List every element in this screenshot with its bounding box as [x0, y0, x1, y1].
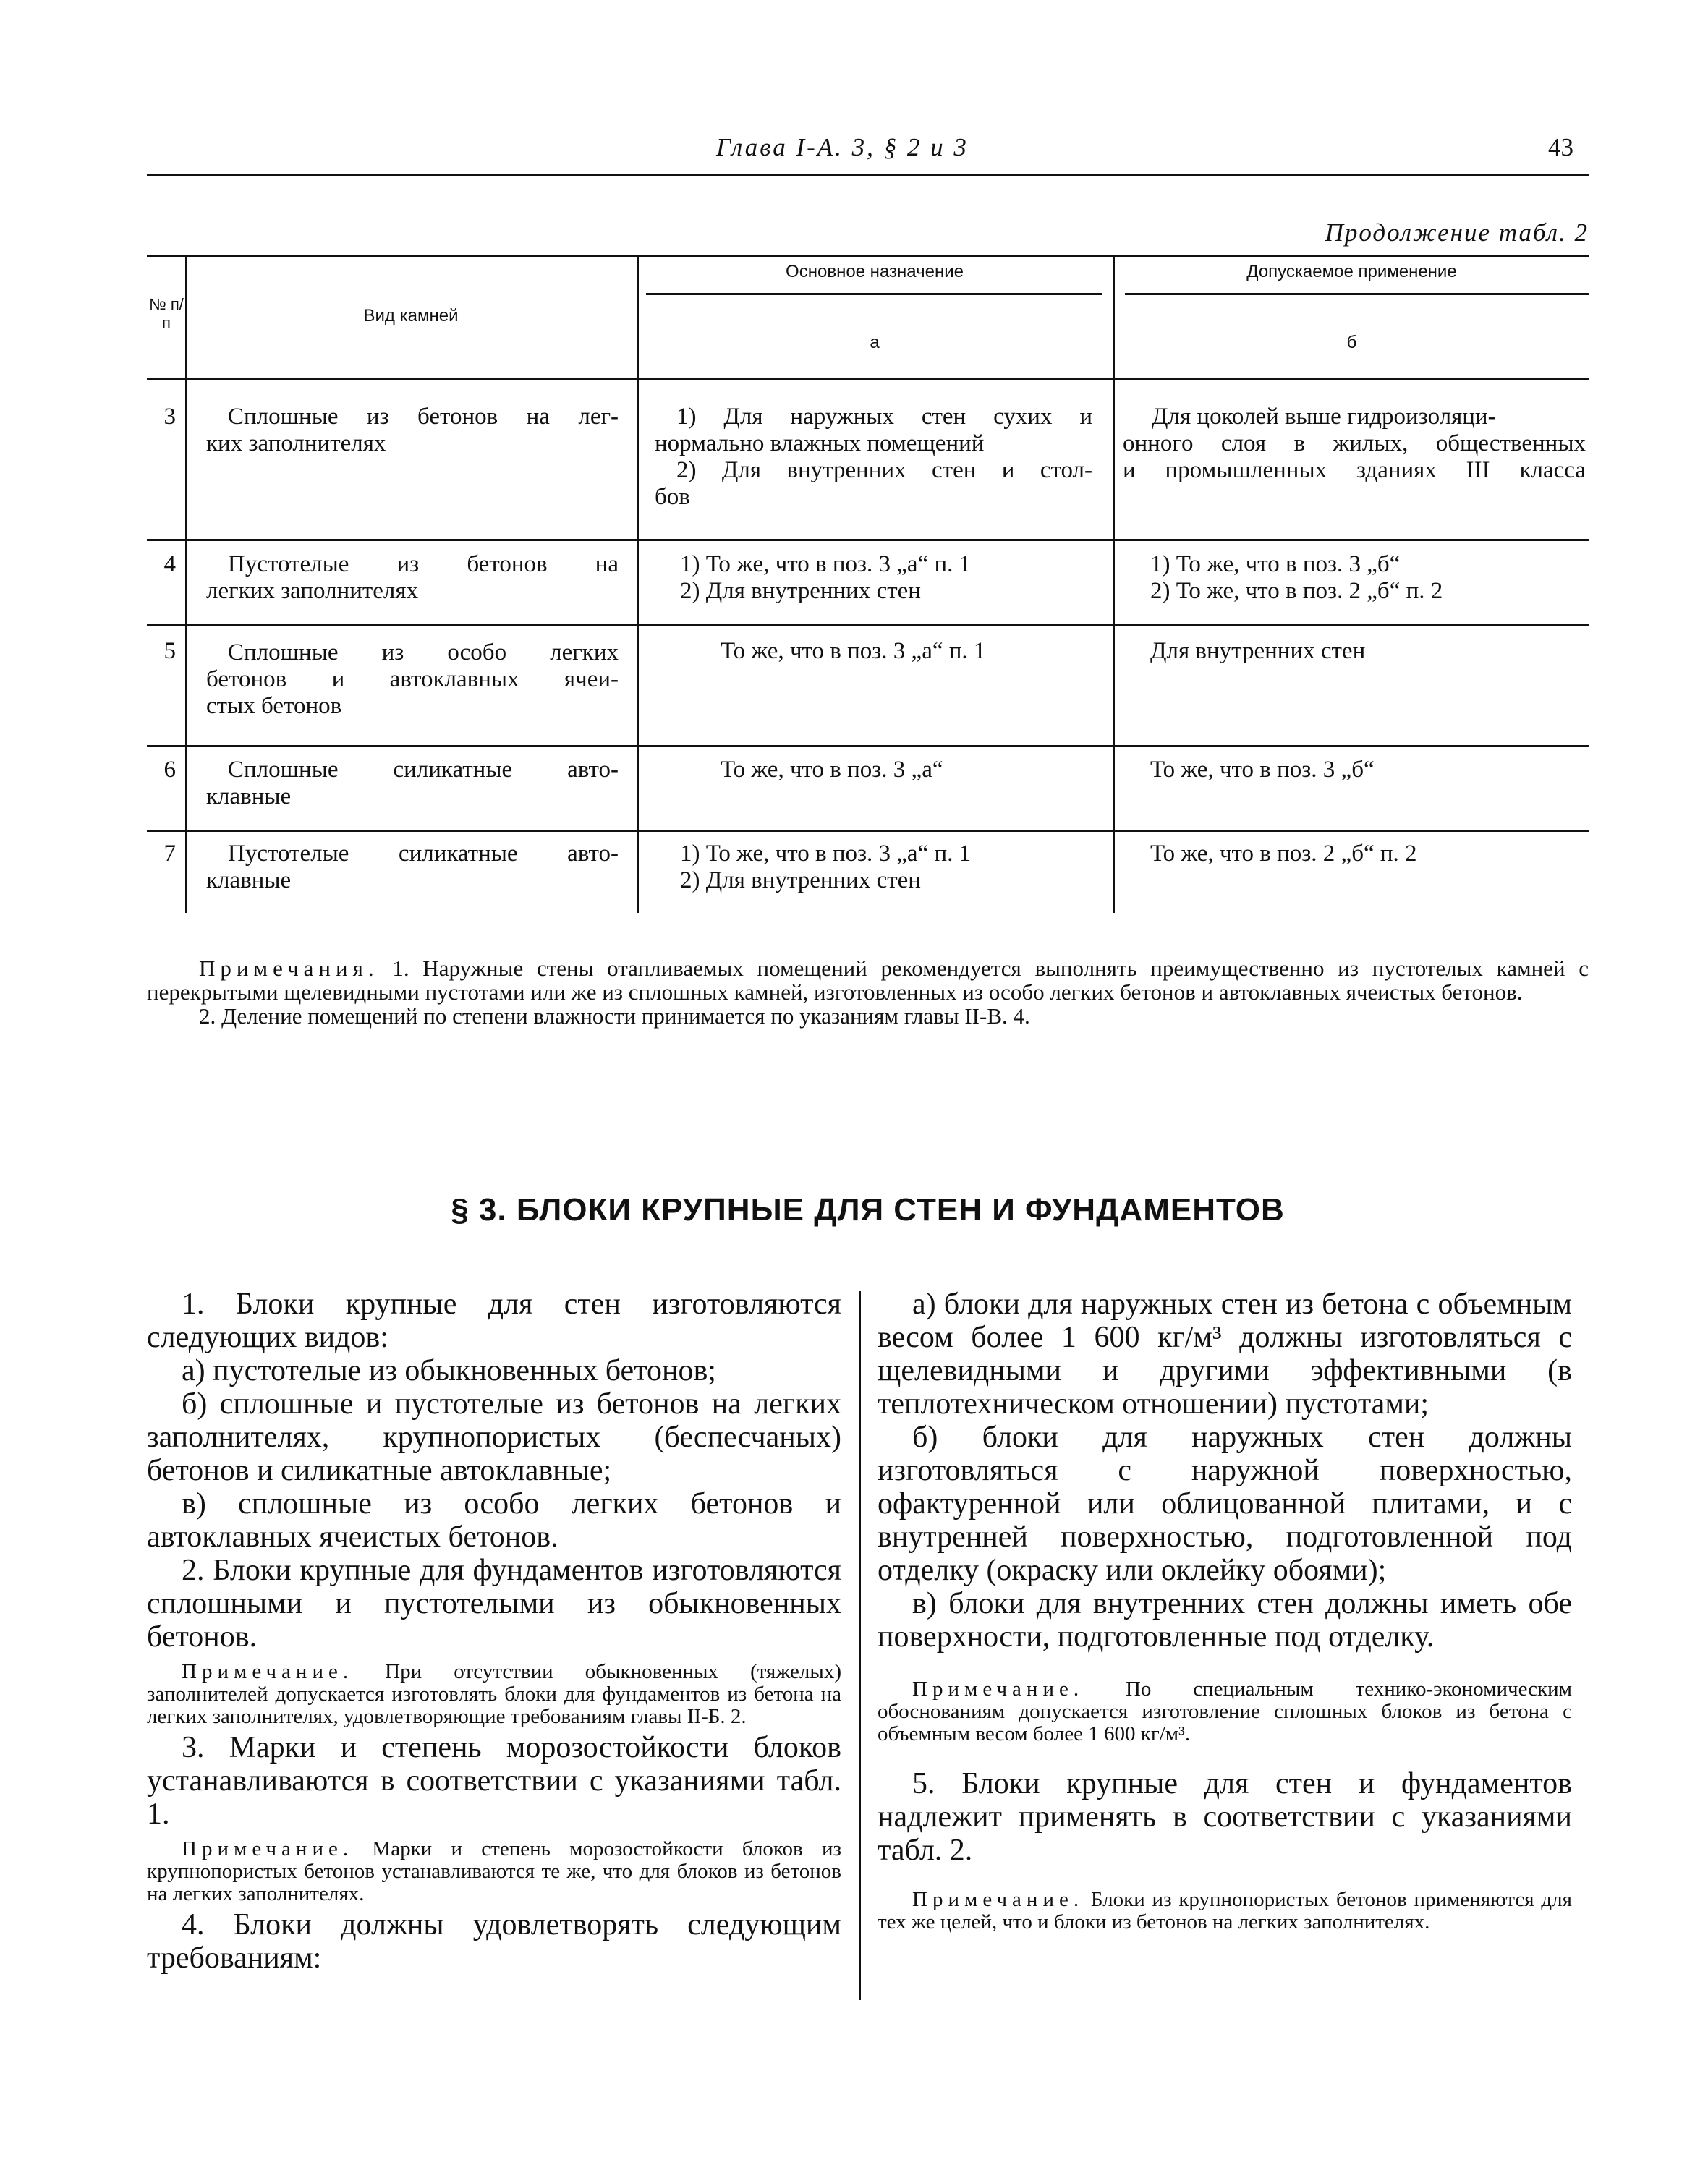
- left-column: [147, 1288, 841, 1975]
- table-notes: [147, 956, 1589, 1028]
- note: [878, 1889, 1572, 1934]
- table-subheader-rule-b: [1125, 293, 1589, 295]
- note-text: 1. Наружные стены отапливаемых помещений рекомендуется выполнять преимущественно из пустотелых камней с перекрытыми щелевидными пустотами или же из сплошных камней, изготовленных из особо легких бетонов и автоклавных ячеистых бетонов.: [147, 956, 1589, 1005]
- note-text: 2. Деление помещений по степени влажности принимается по указаниям главы II-В. 4.: [199, 1003, 1030, 1029]
- table-row-rule: [147, 830, 1589, 832]
- paragraph: б) блоки для наружных стен должны изготовляться с наружной поверхностью, офактуренной или облицованной плитами, и с внутренней поверхностью, подготовленной под отделку (окраску или оклейку обоями);: [878, 1421, 1572, 1587]
- section-title: § 3. БЛОКИ КРУПНЫЕ ДЛЯ СТЕН И ФУНДАМЕНТОВ: [451, 1192, 1285, 1228]
- cell-line: Сплошные из особо легких: [228, 639, 619, 665]
- cell-allowed-use: [1150, 551, 1584, 605]
- cell-line: клавные: [206, 783, 292, 809]
- cell-line: 2) То же, что в поз. 2 „б“ п. 2: [1150, 578, 1443, 604]
- note-label: Примечание.: [182, 1837, 354, 1860]
- cell-line: бетонов и автоклавных ячеи-: [206, 666, 619, 692]
- table-header-rule: [147, 378, 1589, 380]
- row-number: 5: [163, 638, 176, 664]
- paragraph: 2. Блоки крупные для фундаментов изготовляются сплошными и пустотелыми из обыкновенных бетонов.: [147, 1554, 841, 1654]
- cell-main-purpose: [721, 757, 1111, 783]
- cell-kind: [206, 841, 619, 894]
- note-label: Примечание.: [912, 1677, 1084, 1701]
- cell-kind: [206, 551, 619, 605]
- cell-line: 2) Для внутренних стен: [680, 578, 921, 604]
- note-text: Марки и степень морозостойкости блоков из крупнопористых бетонов устанавливаются те же, что для блоков из бетонов на легких заполнителях.: [147, 1837, 842, 1905]
- column-header-allowed-use: Допускаемое применение: [1246, 262, 1457, 281]
- row-number: 3: [163, 404, 176, 430]
- cell-allowed-use: [1150, 757, 1584, 783]
- note-text: По специальным технико-экономическим обоснованиям допускается изготовление сплошных блоков из бетона с объемным весом более 1 600 кг/м³.: [878, 1677, 1573, 1745]
- paragraph: б) сплошные и пустотелые из бетонов на легких заполнителях, крупнопористых (беспесчаных) бетонов и силикатные автоклавные;: [147, 1387, 841, 1487]
- cell-line: легких заполнителях: [206, 578, 419, 604]
- cell-line: 1) То же, что в поз. 3 „б“: [1150, 551, 1401, 577]
- table-continuation-label: Продолжение табл. 2: [1325, 218, 1589, 247]
- column-header-main-sub: а: [870, 333, 880, 352]
- paragraph: 1. Блоки крупные для стен изготовляются следующих видов:: [147, 1288, 841, 1354]
- cell-line: 1) То же, что в поз. 3 „а“ п. 1: [680, 551, 972, 577]
- row-number: 7: [163, 841, 176, 867]
- paragraph: в) блоки для внутренних стен должны иметь обе поверхности, подготовленные под отделку.: [878, 1587, 1572, 1654]
- header-rule: [147, 174, 1589, 176]
- column-header-num: № п/п: [149, 295, 184, 332]
- cell-main-purpose: [680, 551, 1092, 605]
- cell-line: То же, что в поз. 3 „б“: [1150, 757, 1375, 783]
- note: [147, 1661, 841, 1728]
- cell-allowed-use: [1123, 404, 1586, 484]
- row-number: 6: [163, 757, 176, 783]
- table-row-rule: [147, 539, 1589, 541]
- running-header-title: Глава I-А. 3, § 2 и 3: [716, 133, 969, 161]
- cell-main-purpose: [655, 404, 1092, 511]
- table-col-rule: [637, 255, 639, 913]
- cell-line: ких заполнителях: [206, 430, 386, 456]
- cell-line: Пустотелые силикатные авто-: [228, 841, 619, 867]
- paragraph: 5. Блоки крупные для стен и фундаментов надлежит применять в соответствии с указаниями табл. 2.: [878, 1767, 1572, 1867]
- paragraph: 3. Марки и степень морозостойкости блоков устанавливаются в соответствии с указаниями табл. 1.: [147, 1731, 841, 1831]
- cell-allowed-use: [1150, 638, 1584, 665]
- cell-line: Сплошные из бетонов на лег-: [228, 404, 619, 430]
- paragraph: 4. Блоки должны удовлетворять следующим требованиям:: [147, 1908, 841, 1975]
- table-row-rule: [147, 745, 1589, 747]
- cell-line: нормально влажных помещений: [655, 430, 985, 456]
- note-text: При отсутствии обыкновенных (тяжелых) заполнителей допускается изготовлять блоки для фундаментов из бетона на легких заполнителях, удовлетворяющие требованиям главы II-Б. 2.: [147, 1660, 841, 1728]
- row-number: 4: [163, 551, 176, 577]
- column-divider: [859, 1291, 861, 2000]
- cell-line: 2) Для внутренних стен: [680, 867, 921, 893]
- cell-line: клавные: [206, 867, 292, 893]
- page-number: 43: [1548, 133, 1573, 161]
- cell-line: 1) То же, что в поз. 3 „а“ п. 1: [680, 841, 972, 867]
- note-label: Примечание.: [912, 1888, 1084, 1911]
- paragraph: а) блоки для наружных стен из бетона с объемным весом более 1 600 кг/м³ должны изготовляться с щелевидными и другими эффективными (в теплотехническом отношении) пустотами;: [878, 1288, 1572, 1421]
- note-text: Блоки из крупнопористых бетонов применяются для тех же целей, что и блоки из бетонов на легких заполнителях.: [878, 1888, 1572, 1934]
- cell-line: и промышленных зданиях III класса: [1123, 457, 1586, 483]
- cell-line: Сплошные силикатные авто-: [228, 757, 619, 783]
- table-top-rule: [147, 255, 1589, 257]
- note: [878, 1678, 1572, 1745]
- column-header-kind: Вид камней: [363, 306, 459, 326]
- cell-line: стых бетонов: [206, 693, 342, 719]
- cell-main-purpose: [721, 638, 1111, 665]
- column-header-allowed-sub: б: [1346, 333, 1357, 352]
- notes-label: Примечания.: [199, 956, 379, 981]
- table-col-rule: [1113, 255, 1115, 913]
- paragraph: а) пустотелые из обыкновенных бетонов;: [182, 1354, 716, 1387]
- cell-line: 2) Для внутренних стен и стол-: [676, 457, 1092, 483]
- cell-kind: [206, 639, 619, 720]
- cell-line: То же, что в поз. 3 „а“: [721, 757, 943, 783]
- cell-line: бов: [655, 484, 690, 510]
- cell-kind: [206, 757, 619, 810]
- cell-kind: [206, 404, 619, 457]
- table-subheader-rule-a: [646, 293, 1102, 295]
- right-column: [878, 1288, 1572, 1934]
- cell-line: 1) Для наружных стен сухих и: [676, 404, 1092, 430]
- cell-main-purpose: [680, 841, 1092, 894]
- note: [147, 1838, 841, 1905]
- cell-line: онного слоя в жилых, общественных: [1123, 430, 1586, 456]
- table-col-rule: [185, 255, 187, 913]
- cell-line: Для цоколей выше гидроизоляци-: [1152, 404, 1496, 430]
- cell-line: Пустотелые из бетонов на: [228, 551, 619, 577]
- cell-line: Для внутренних стен: [1150, 638, 1366, 664]
- cell-line: То же, что в поз. 2 „б“ п. 2: [1150, 841, 1417, 867]
- table-row-rule: [147, 624, 1589, 626]
- paragraph: в) сплошные из особо легких бетонов и автоклавных ячеистых бетонов.: [147, 1487, 841, 1554]
- note-label: Примечание.: [182, 1660, 354, 1683]
- cell-allowed-use: [1150, 841, 1584, 867]
- cell-line: То же, что в поз. 3 „а“ п. 1: [721, 638, 986, 664]
- column-header-main-purpose: Основное назначение: [786, 262, 964, 281]
